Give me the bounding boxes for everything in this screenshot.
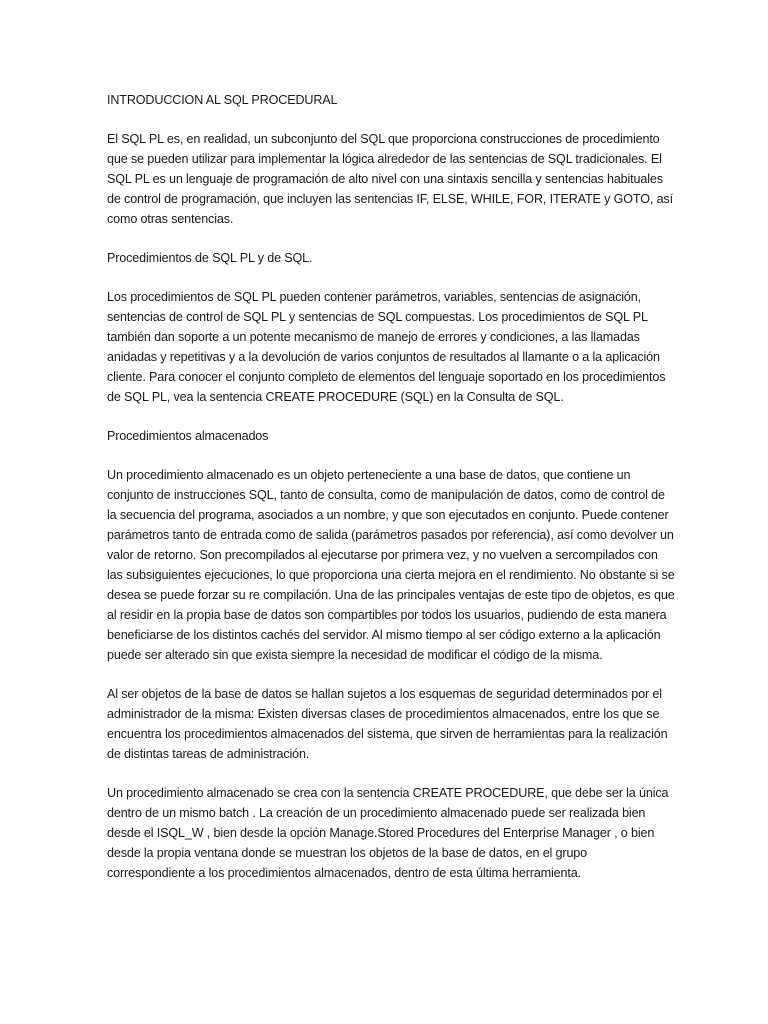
section-heading-sql-pl: Procedimientos de SQL PL y de SQL. [107,251,313,265]
stored-procedures-paragraph-2: Al ser objetos de la base de datos se hallan sujetos a los esquemas de seguridad determinados por el administrador de la misma: Existen diversas clases de procedimientos almacenados, entre los que se encuentra los procedimientos almacenados del sistema, que sirven de herramientas para la realización de distintas tareas de administración. [107,687,668,761]
stored-procedures-paragraph-1: Un procedimiento almacenado es un objeto perteneciente a una base de datos, que contiene un conjunto de instrucciones SQL, tanto de consulta, como de manipulación de datos, como de control de la secuencia del programa, asociados a un nombre, y que son ejecutados en conjunto. Puede contener parámetros tanto de entrada como de salida (parámetros pasados por referencia), así como devolver un valor de retorno. Son precompilados al ejecutarse por primera vez, y no vuelven a sercompilados con las subsiguientes ejecuciones, lo que proporciona una cierta mejora en el rendimiento. No obstante si se desea se puede forzar su re compilación. Una de las principales ventajas de este tipo de objetos, es que al residir en la propia base de datos son compartibles por todos los usuarios, pudiendo de esta manera beneficiarse de los distintos cachés del servidor. Al mismo tiempo al ser código externo a la aplicación puede ser alterado sin que exista siempre la necesidad de modificar el código de la misma. [107,468,675,662]
document-title: INTRODUCCION AL SQL PROCEDURAL [107,93,338,107]
stored-procedures-paragraph-3: Un procedimiento almacenado se crea con la sentencia CREATE PROCEDURE, que debe ser la única dentro de un mismo batch . La creación de un procedimiento almacenado puede ser realizada bien desde el ISQL_W , bien desde la opción Manage.Stored Procedures del Enterprise Manager , o bien desde la propia ventana donde se muestran los objetos de la base de datos, en el grupo correspondiente a los procedimientos almacenados, dentro de esta última herramienta. [107,786,669,880]
intro-paragraph: El SQL PL es, en realidad, un subconjunto del SQL que proporciona construcciones de procedimiento que se pueden utilizar para implementar la lógica alrededor de las sentencias de SQL tradicionales. El SQL PL es un lenguaje de programación de alto nivel con una sintaxis sencilla y sentencias habituales de control de programación, que incluyen las sentencias IF, ELSE, WHILE, FOR, ITERATE y GOTO, así como otras sentencias. [107,132,673,226]
section-heading-stored-procedures: Procedimientos almacenados [107,429,269,443]
sql-pl-paragraph: Los procedimientos de SQL PL pueden contener parámetros, variables, sentencias de asignación, sentencias de control de SQL PL y sentencias de SQL compuestas. Los procedimientos de SQL PL también dan soporte a un potente mecanismo de manejo de errores y condiciones, a las llamadas anidadas y repetitivas y a la devolución de varios conjuntos de resultados al llamante o a la aplicación cliente. Para conocer el conjunto completo de elementos del lenguaje soportado en los procedimientos de SQL PL, vea la sentencia CREATE PROCEDURE (SQL) en la Consulta de SQL. [107,290,666,404]
document-page [107,90,675,902]
